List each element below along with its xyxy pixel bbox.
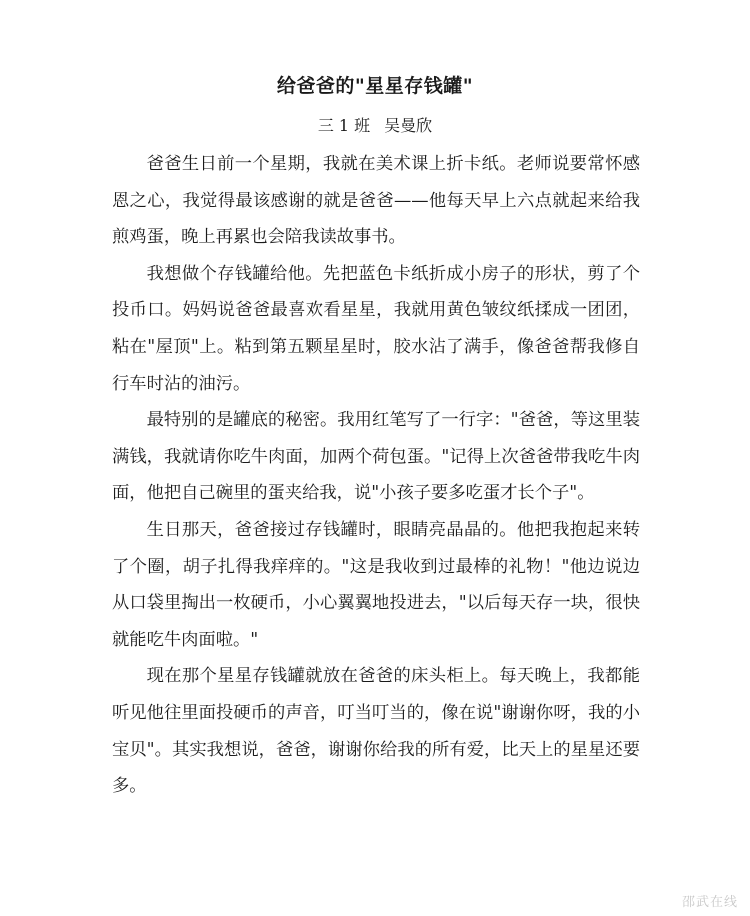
- paragraph: 现在那个星星存钱罐就放在爸爸的床头柜上。每天晚上，我都能听见他往里面投硬币的声音，叮当叮当的，像在说"谢谢你呀，我的小宝贝"。其实我想说，爸爸，谢谢你给我的所有爱，比天上的星星还要多。: [112, 666, 640, 797]
- byline: [0, 113, 750, 139]
- essay-body: [112, 146, 640, 805]
- paragraph: 爸爸生日前一个星期，我就在美术课上折卡纸。老师说要常怀感恩之心，我觉得最该感谢的就是爸爸——他每天早上六点就起来给我煎鸡蛋，晚上再累也会陪我读故事书。: [112, 154, 640, 248]
- class-label: 三 1 班: [317, 116, 371, 135]
- paragraph: 最特别的是罐底的秘密。我用红笔写了一行字："爸爸，等这里装满钱，我就请你吃牛肉面，加两个荷包蛋。"记得上次爸爸带我吃牛肉面，他把自己碗里的蛋夹给我，说"小孩子要多吃蛋才长个子"。: [112, 410, 640, 504]
- paragraph: 生日那天，爸爸接过存钱罐时，眼睛亮晶晶的。他把我抱起来转了个圈，胡子扎得我痒痒的。"这是我收到过最棒的礼物！"他边说边从口袋里掏出一枚硬币，小心翼翼地投进去，"以后每天存一块，很快就能吃牛肉面啦。": [112, 519, 640, 650]
- site-watermark: 邵武在线: [681, 895, 738, 910]
- document-title: 给爸爸的"星星存钱罐": [276, 75, 474, 97]
- paragraph: 我想做个存钱罐给他。先把蓝色卡纸折成小房子的形状，剪了个投币口。妈妈说爸爸最喜欢看星星，我就用黄色皱纹纸揉成一团团，粘在"屋顶"上。粘到第五颗星星时，胶水沾了满手，像爸爸帮我修自行车时沾的油污。: [112, 263, 640, 394]
- author-name: 吴曼欣: [384, 116, 433, 135]
